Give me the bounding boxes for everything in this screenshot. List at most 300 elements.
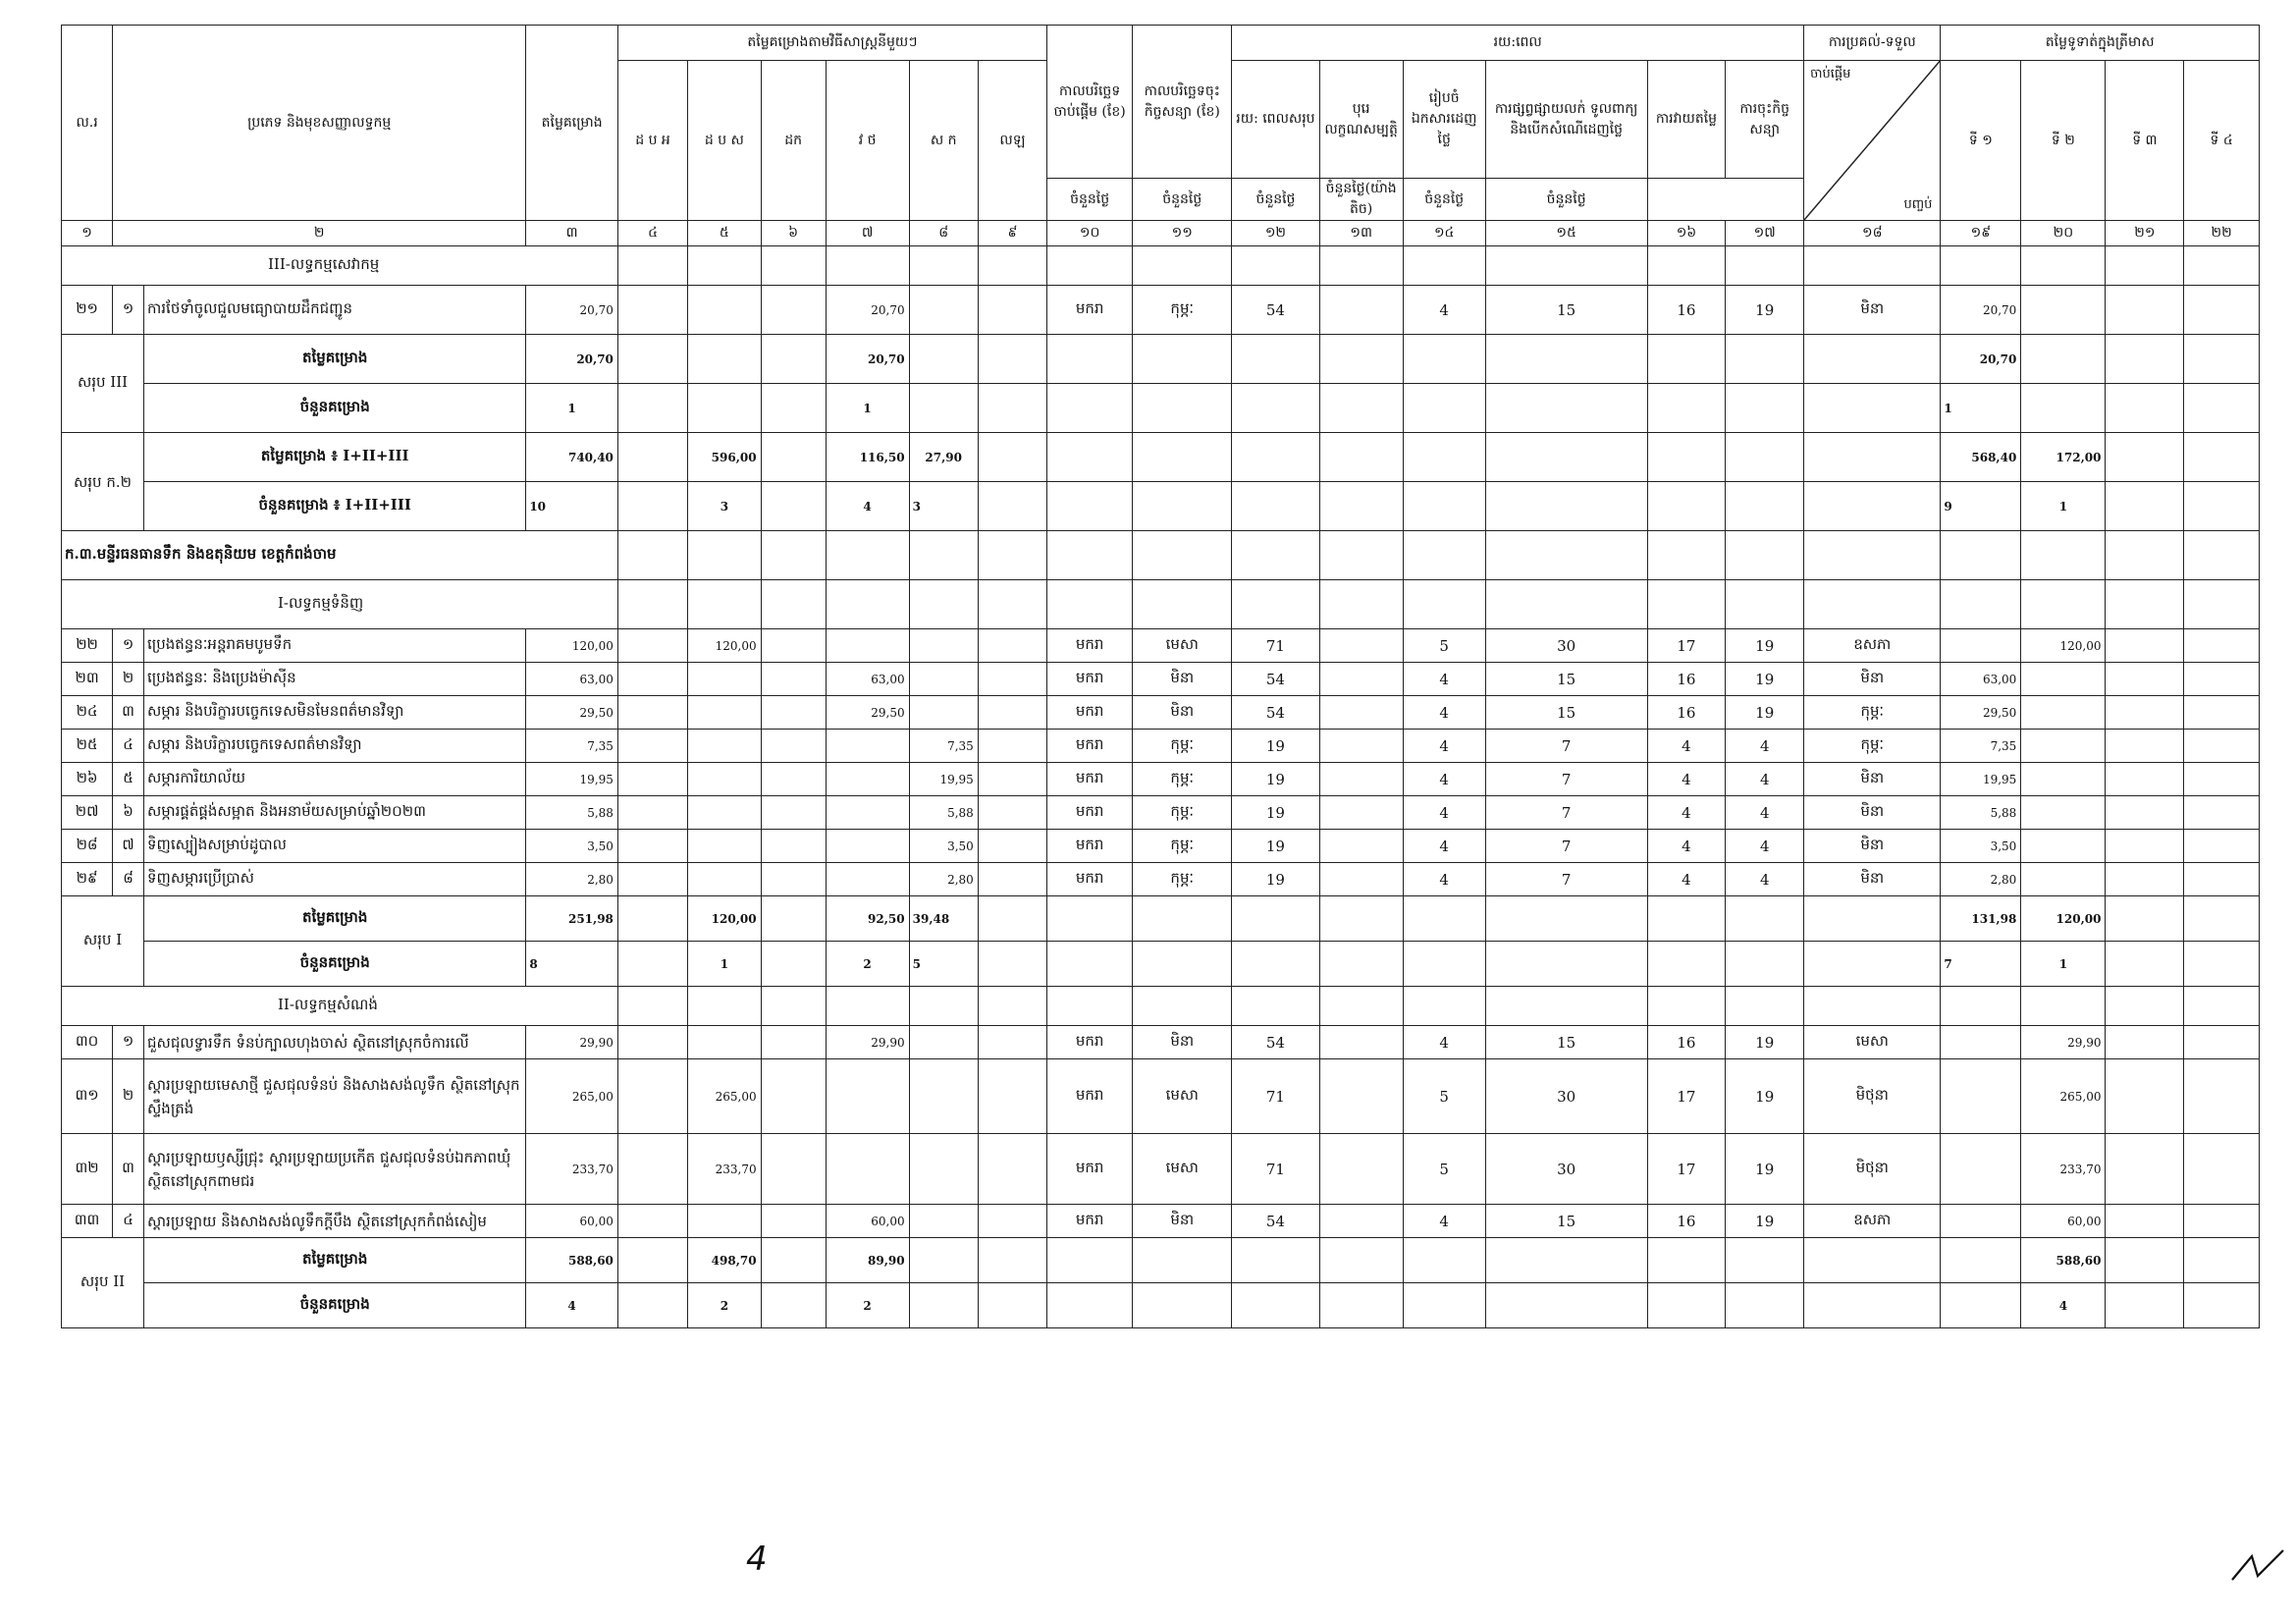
row-sub-no: ៤ (113, 730, 144, 763)
empty-cell (909, 1134, 978, 1205)
row-prep: 5 (1403, 629, 1485, 663)
summary-row (62, 482, 2260, 531)
empty-cell (978, 1134, 1046, 1205)
row-sign: កុម្ភៈ (1133, 286, 1232, 335)
empty-cell (978, 663, 1046, 696)
row-deliver: មិនា (1804, 286, 1941, 335)
summary-vt: 20,70 (826, 335, 909, 384)
header-funding-dk: ដក (761, 61, 826, 221)
row-cost: 5,88 (526, 796, 618, 830)
header-delivery-diagonal (1804, 61, 1941, 221)
summary-count-q2: 1 (2021, 482, 2106, 531)
row-contract: 19 (1726, 1026, 1804, 1059)
empty-cell (2106, 1059, 2184, 1134)
summary-count-sk: 5 (909, 942, 978, 987)
row-contract: 19 (1726, 696, 1804, 730)
page-mark-text: 4 (746, 1540, 768, 1579)
col-number: ១៧ (1726, 221, 1804, 246)
empty-cell (2184, 1205, 2260, 1238)
empty-cell (2184, 1059, 2260, 1134)
row-start: មករា (1047, 1205, 1133, 1238)
empty-cell (617, 663, 687, 696)
row-vt: 63,00 (826, 663, 909, 696)
row-vt (826, 730, 909, 763)
row-total: 19 (1232, 830, 1319, 863)
row-sk (909, 696, 978, 730)
empty-cell (978, 730, 1046, 763)
empty-cell (1319, 629, 1403, 663)
empty-cell (761, 1205, 826, 1238)
summary-row (62, 942, 2260, 987)
empty-cell (909, 1205, 978, 1238)
page-number-mark (746, 1540, 768, 1579)
col-number: ៩ (978, 221, 1046, 246)
summary-q1: 20,70 (1941, 335, 2021, 384)
empty-cell (2106, 863, 2184, 896)
table-row (62, 863, 2260, 896)
row-vt: 20,70 (826, 286, 909, 335)
row-total: 71 (1232, 629, 1319, 663)
row-no: ២៦ (62, 763, 113, 796)
row-cost: 29,90 (526, 1026, 618, 1059)
row-eval: 16 (1647, 1026, 1726, 1059)
row-deliver: ឧសភា (1804, 1205, 1941, 1238)
row-no: ៣១ (62, 1059, 113, 1134)
row-advert: 15 (1485, 1205, 1647, 1238)
row-q2 (2021, 696, 2106, 730)
empty-cell (2106, 830, 2184, 863)
row-vt (826, 863, 909, 896)
header-delivery-start: ចាប់ផ្តើម (1810, 67, 1851, 81)
row-dbs (688, 763, 761, 796)
header-type-name: ប្រភេទ និងមុខសញ្ញាលទ្ធកម្ម (113, 26, 526, 221)
col-number: ២២ (2184, 221, 2260, 246)
empty-cell (617, 629, 687, 663)
row-name: ស្តារប្រឡាយ និងសាងសង់លូទឹកក្តីបឹង ស្ថិតនៅស្រុកកំពង់សៀម (144, 1205, 526, 1238)
empty-cell (2106, 1205, 2184, 1238)
row-name: ប្រេងឥន្ធនៈអន្តរាគមបូមទឹក (144, 629, 526, 663)
row-total: 54 (1232, 1026, 1319, 1059)
empty-cell (617, 763, 687, 796)
row-cost: 7,35 (526, 730, 618, 763)
summary-cost-label: តម្លៃគម្រោង (144, 335, 526, 384)
summary-count: 8 (526, 942, 618, 987)
section-row (62, 580, 2260, 629)
row-eval: 16 (1647, 696, 1726, 730)
col-number: ២ (113, 221, 526, 246)
row-deliver: មេសា (1804, 1026, 1941, 1059)
row-contract: 4 (1726, 796, 1804, 830)
row-advert: 30 (1485, 629, 1647, 663)
empty-cell (761, 730, 826, 763)
summary-count-label: ចំនួនគម្រោង ៖ I+II+III (144, 482, 526, 531)
summary-q2: 172,00 (2021, 433, 2106, 482)
row-dbs (688, 796, 761, 830)
row-contract: 4 (1726, 730, 1804, 763)
empty-cell (2184, 863, 2260, 896)
summary-row (62, 896, 2260, 942)
empty-cell (2184, 663, 2260, 696)
summary-count: 10 (526, 482, 618, 531)
empty-cell (1941, 1026, 2021, 1059)
empty-cell (1319, 1205, 1403, 1238)
row-sub-no: ១ (113, 629, 144, 663)
header-delivery-group: ការប្រគល់-ទទួល (1804, 26, 1941, 61)
table-row (62, 663, 2260, 696)
row-no: ២៨ (62, 830, 113, 863)
header-q2: ទី ២ (2021, 61, 2106, 221)
row-deliver: មិនា (1804, 663, 1941, 696)
row-name: សម្ភារការិយាល័យ (144, 763, 526, 796)
header-q4: ទី ៤ (2184, 61, 2260, 221)
row-no: ២៥ (62, 730, 113, 763)
row-sub-no: ៤ (113, 1205, 144, 1238)
header-no: ល.រ (62, 26, 113, 221)
empty-cell (2184, 730, 2260, 763)
unit-prep: ចំនួនថ្ងៃ (1232, 179, 1319, 221)
empty-cell (978, 696, 1046, 730)
row-sign: មិនា (1133, 1205, 1232, 1238)
row-no: ២៧ (62, 796, 113, 830)
row-q2: 233,70 (2021, 1134, 2106, 1205)
summary-count-q1: 7 (1941, 942, 2021, 987)
summary-cost: 588,60 (526, 1238, 618, 1283)
empty-cell (761, 663, 826, 696)
handwritten-mark-icon (2228, 1546, 2287, 1586)
col-number: ៦ (761, 221, 826, 246)
summary-dbs: 120,00 (688, 896, 761, 942)
header-timeline-prep: រៀបចំឯកសារដេញថ្លៃ (1403, 61, 1485, 179)
empty-cell (978, 830, 1046, 863)
row-eval: 4 (1647, 763, 1726, 796)
summary-label: សរុប ក.២ (62, 433, 144, 531)
row-prep: 4 (1403, 830, 1485, 863)
empty-cell (617, 730, 687, 763)
row-no: ៣៣ (62, 1205, 113, 1238)
empty-cell (1319, 830, 1403, 863)
row-prep: 5 (1403, 1059, 1485, 1134)
header-cost: តម្លៃគម្រោង (526, 26, 618, 221)
row-dbs (688, 1026, 761, 1059)
empty-cell (978, 796, 1046, 830)
row-sub-no: ១ (113, 286, 144, 335)
row-deliver: មិនា (1804, 763, 1941, 796)
summary-count-label: ចំនួនគម្រោង (144, 942, 526, 987)
row-q1: 19,95 (1941, 763, 2021, 796)
row-start: មករា (1047, 286, 1133, 335)
row-advert: 7 (1485, 830, 1647, 863)
summary-q2: 120,00 (2021, 896, 2106, 942)
header-funding-other: លឡ (978, 61, 1046, 221)
empty-cell (978, 763, 1046, 796)
empty-cell (617, 696, 687, 730)
procurement-plan-sheet (61, 25, 2260, 1328)
row-no: ២៣ (62, 663, 113, 696)
empty-cell (1941, 1059, 2021, 1134)
header-timeline-prequal: បុរេលក្ខណសម្បត្តិ (1319, 61, 1403, 179)
row-prep: 4 (1403, 730, 1485, 763)
table-row (62, 763, 2260, 796)
row-no: ២៩ (62, 863, 113, 896)
header-row-1 (62, 26, 2260, 61)
row-no: ២១ (62, 286, 113, 335)
table-row (62, 730, 2260, 763)
empty-cell (761, 1059, 826, 1134)
empty-cell (978, 1059, 1046, 1134)
row-deliver: មិថុនា (1804, 1059, 1941, 1134)
empty-cell (978, 1205, 1046, 1238)
row-sign: មេសា (1133, 629, 1232, 663)
row-deliver: មិនា (1804, 863, 1941, 896)
column-number-row (62, 221, 2260, 246)
row-deliver: មិនា (1804, 830, 1941, 863)
row-sign: មិនា (1133, 696, 1232, 730)
empty-cell (1319, 730, 1403, 763)
summary-sk: 27,90 (909, 433, 978, 482)
row-sign: កុម្ភៈ (1133, 763, 1232, 796)
table-row (62, 629, 2260, 663)
empty-cell (2184, 1134, 2260, 1205)
row-sk: 5,88 (909, 796, 978, 830)
col-number: ១១ (1133, 221, 1232, 246)
row-name: ទិញសម្ភារប្រើប្រាស់ (144, 863, 526, 896)
row-q2 (2021, 863, 2106, 896)
empty-cell (1319, 696, 1403, 730)
row-eval: 4 (1647, 796, 1726, 830)
col-number: ១៤ (1403, 221, 1485, 246)
row-vt (826, 1059, 909, 1134)
col-number: ១៣ (1319, 221, 1403, 246)
col-number: ៤ (617, 221, 687, 246)
row-deliver: កុម្ភៈ (1804, 696, 1941, 730)
row-cost: 3,50 (526, 830, 618, 863)
row-advert: 15 (1485, 663, 1647, 696)
row-q2: 120,00 (2021, 629, 2106, 663)
summary-count-q2: 1 (2021, 942, 2106, 987)
works-rows (62, 1026, 2260, 1238)
header-quarter-group: តម្លៃទូទាត់ក្នុងត្រីមាស (1941, 26, 2260, 61)
empty-cell (617, 1134, 687, 1205)
row-sign: មេសា (1133, 1059, 1232, 1134)
row-sk (909, 663, 978, 696)
row-eval: 17 (1647, 1134, 1726, 1205)
summary-cost: 20,70 (526, 335, 618, 384)
col-number: ១៦ (1647, 221, 1726, 246)
row-prep: 5 (1403, 1134, 1485, 1205)
summary-count-sk: 3 (909, 482, 978, 531)
row-q1: 7,35 (1941, 730, 2021, 763)
row-cost: 233,70 (526, 1134, 618, 1205)
row-total: 54 (1232, 663, 1319, 696)
header-timeline-total: រយ: ពេលសរុប (1232, 61, 1319, 179)
row-dbs (688, 1205, 761, 1238)
row-sk: 2,80 (909, 863, 978, 896)
empty-cell (1319, 863, 1403, 896)
summary-row (62, 1238, 2260, 1283)
summary-row (62, 433, 2260, 482)
header-timeline-advert: ការផ្សព្វផ្សាយលក់ ទូលពាក្យ និងបើកសំណើដេញថ្លៃ (1485, 61, 1647, 179)
table-row (62, 830, 2260, 863)
row-sub-no: ៧ (113, 830, 144, 863)
row-vt (826, 1134, 909, 1205)
row-start: មករា (1047, 796, 1133, 830)
empty-cell (2106, 696, 2184, 730)
summary-cost: 251,98 (526, 896, 618, 942)
summary-count-q1: 9 (1941, 482, 2021, 531)
row-cost: 2,80 (526, 863, 618, 896)
empty-cell (761, 1026, 826, 1059)
table-row (62, 1059, 2260, 1134)
summary-count-label: ចំនួនគម្រោង (144, 384, 526, 433)
row-vt (826, 830, 909, 863)
row-sign: មិនា (1133, 663, 1232, 696)
row-total: 71 (1232, 1134, 1319, 1205)
col-number: ២១ (2106, 221, 2184, 246)
row-cost: 63,00 (526, 663, 618, 696)
empty-cell (2106, 763, 2184, 796)
row-name: ប្រេងឥន្ធនៈ និងប្រេងម៉ាស៊ីន (144, 663, 526, 696)
col-number: ១០ (1047, 221, 1133, 246)
row-sk (909, 629, 978, 663)
row-cost: 120,00 (526, 629, 618, 663)
summary-row (62, 1283, 2260, 1328)
row-q1: 2,80 (1941, 863, 2021, 896)
row-dbs (688, 663, 761, 696)
row-advert: 7 (1485, 730, 1647, 763)
row-advert: 7 (1485, 796, 1647, 830)
summary-count-q1: 1 (1941, 384, 2021, 433)
row-advert: 15 (1485, 1026, 1647, 1059)
empty-cell (909, 1026, 978, 1059)
row-name: ជួសជុលទ្វារទឹក ទំនប់ក្បាលហុងចាស់ ស្ថិតនៅស្រុកចំការលើ (144, 1026, 526, 1059)
col-number: ១ (62, 221, 113, 246)
row-vt (826, 796, 909, 830)
row-prep: 4 (1403, 663, 1485, 696)
summary-cost-label: តម្លៃគម្រោង (144, 896, 526, 942)
row-sub-no: ៣ (113, 696, 144, 730)
empty-cell (2184, 830, 2260, 863)
empty-cell (761, 863, 826, 896)
row-vt (826, 763, 909, 796)
row-sign: មិនា (1133, 1026, 1232, 1059)
summary-count-vt: 1 (826, 384, 909, 433)
row-vt (826, 629, 909, 663)
row-sign: កុម្ភៈ (1133, 830, 1232, 863)
row-no: ២៤ (62, 696, 113, 730)
empty-cell (761, 763, 826, 796)
row-q2: 265,00 (2021, 1059, 2106, 1134)
row-deliver: កុម្ភៈ (1804, 730, 1941, 763)
empty-cell (617, 796, 687, 830)
row-sub-no: ៦ (113, 796, 144, 830)
row-q2 (2021, 796, 2106, 830)
row-start: មករា (1047, 696, 1133, 730)
section-title-services: III-លទ្ធកម្មសេវាកម្ម (62, 246, 618, 286)
row-no: ៣០ (62, 1026, 113, 1059)
row-cost: 29,50 (526, 696, 618, 730)
section-title-goods: I-លទ្ធកម្មទំនិញ (62, 580, 618, 629)
row-q1: 29,50 (1941, 696, 2021, 730)
summary-row (62, 384, 2260, 433)
header-funding-vt: វ ថ (826, 61, 909, 221)
header-funding-dbs: ដ ប ស (688, 61, 761, 221)
empty-cell (1319, 763, 1403, 796)
summary-count-label: ចំនួនគម្រោង (144, 1283, 526, 1328)
row-total: 19 (1232, 730, 1319, 763)
empty-cell (978, 1026, 1046, 1059)
section-title-department: ក.៣.មន្ទីរធនធានទឹក និងឧតុនិយម ខេត្តកំពង់ចាម (62, 531, 618, 580)
row-no: ៣២ (62, 1134, 113, 1205)
summary-cost: 740,40 (526, 433, 618, 482)
row-sub-no: ៣ (113, 1134, 144, 1205)
header-delivery-end: បញ្ចប់ (1903, 196, 1933, 212)
table-row (62, 1205, 2260, 1238)
empty-cell (2106, 730, 2184, 763)
row-start: មករា (1047, 763, 1133, 796)
row-start: មករា (1047, 830, 1133, 863)
row-q2 (2021, 663, 2106, 696)
summary-count-dbs: 1 (688, 942, 761, 987)
section-row (62, 246, 2260, 286)
row-prep: 4 (1403, 796, 1485, 830)
row-q2 (2021, 830, 2106, 863)
row-contract: 19 (1726, 629, 1804, 663)
row-eval: 4 (1647, 863, 1726, 896)
row-start: មករា (1047, 730, 1133, 763)
row-sk: 19,95 (909, 763, 978, 796)
row-start: មករា (1047, 1134, 1133, 1205)
row-total: 19 (1232, 863, 1319, 896)
table-row (62, 796, 2260, 830)
header-q3: ទី ៣ (2106, 61, 2184, 221)
row-sub-no: ២ (113, 663, 144, 696)
section-row (62, 987, 2260, 1026)
empty-cell (2106, 663, 2184, 696)
summary-count: 4 (526, 1283, 618, 1328)
row-sign: កុម្ភៈ (1133, 796, 1232, 830)
empty-cell (761, 629, 826, 663)
col-number: ១៨ (1804, 221, 1941, 246)
col-number: ១២ (1232, 221, 1319, 246)
empty-cell (761, 796, 826, 830)
col-number: ១៥ (1485, 221, 1647, 246)
row-eval: 16 (1647, 286, 1726, 335)
empty-cell (617, 1205, 687, 1238)
row-total: 54 (1232, 286, 1319, 335)
unit-eval: ចំនួនថ្ងៃ (1403, 179, 1485, 221)
header-funding-dba: ដ ប អ (617, 61, 687, 221)
empty-cell (1319, 1134, 1403, 1205)
row-advert: 30 (1485, 1059, 1647, 1134)
empty-cell (761, 830, 826, 863)
row-prep: 4 (1403, 286, 1485, 335)
row-vt: 29,50 (826, 696, 909, 730)
col-number: ៧ (826, 221, 909, 246)
empty-cell (1319, 663, 1403, 696)
empty-cell (761, 696, 826, 730)
row-sub-no: ២ (113, 1059, 144, 1134)
row-contract: 4 (1726, 763, 1804, 796)
row-name: ការថែទាំចូលជួលមធ្យោបាយដឹកជញ្ជូន (144, 286, 526, 335)
summary-vt: 92,50 (826, 896, 909, 942)
col-number: ២០ (2021, 221, 2106, 246)
row-contract: 19 (1726, 1205, 1804, 1238)
row-q2 (2021, 763, 2106, 796)
row-contract: 19 (1726, 663, 1804, 696)
unit-prequal: ចំនួនថ្ងៃ (1133, 179, 1232, 221)
row-total: 19 (1232, 763, 1319, 796)
row-eval: 16 (1647, 1205, 1726, 1238)
